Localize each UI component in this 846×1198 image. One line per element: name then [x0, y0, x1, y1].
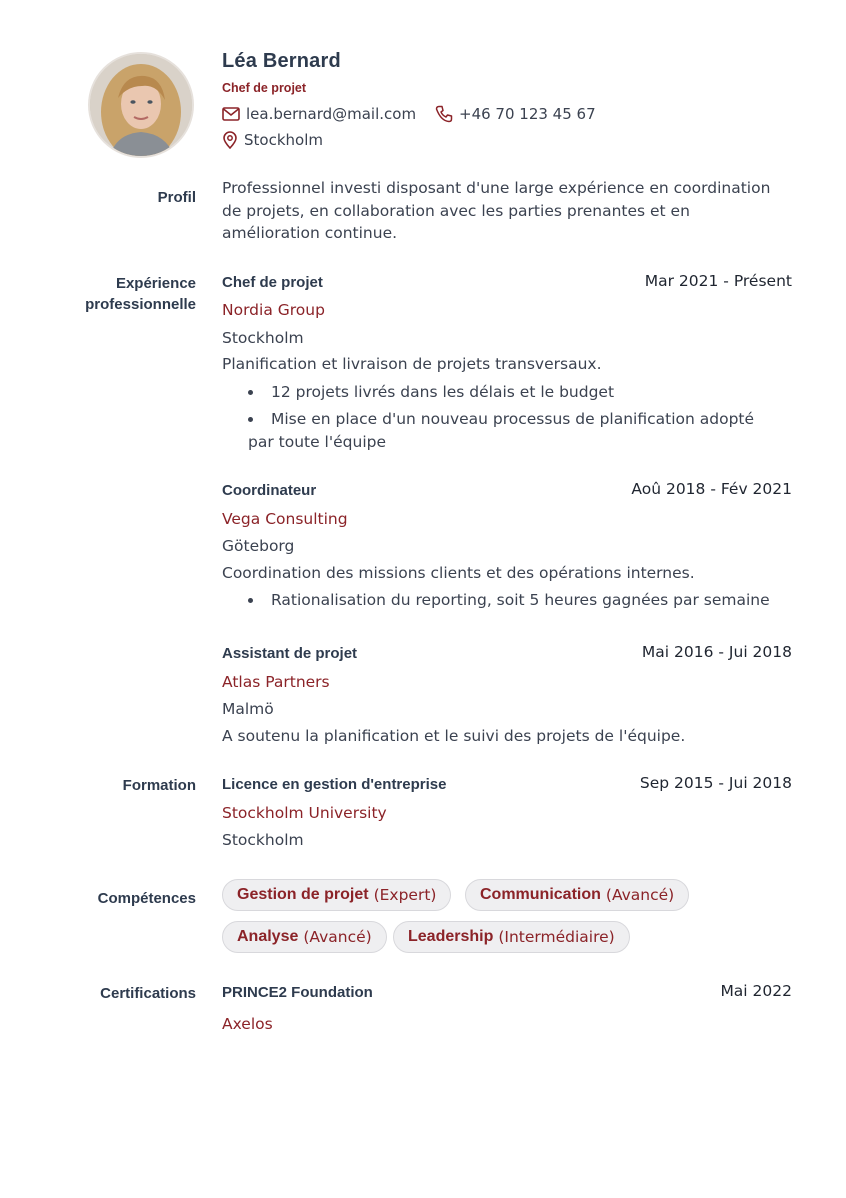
job-company: Atlas Partners	[222, 673, 330, 691]
location-pin-icon	[222, 131, 238, 149]
skill-chip	[222, 879, 451, 911]
certification-issuer: Axelos	[222, 1015, 273, 1033]
skill-level: (Intermédiaire)	[498, 928, 615, 946]
section-label-experience-line1: Expérience	[115, 275, 196, 292]
job-company: Vega Consulting	[222, 510, 348, 528]
phone-contact[interactable]	[435, 105, 596, 123]
education-location: Stockholm	[222, 831, 304, 849]
job-dates: Mai 2016 - Jui 2018	[641, 643, 792, 661]
job-title: Coordinateur	[222, 482, 317, 499]
job-location: Göteborg	[222, 537, 295, 555]
skill-name: Gestion de projet	[237, 886, 369, 903]
candidate-role: Chef de projet	[222, 81, 307, 95]
email-text: lea.bernard@mail.com	[246, 105, 417, 123]
email-contact[interactable]	[222, 105, 416, 123]
skill-chip	[465, 879, 689, 911]
bullet-text: Mise en place d'un nouveau processus de planification adopté par toute l'équipe	[248, 410, 755, 451]
job-title: Assistant de projet	[222, 645, 358, 662]
bullet-dot	[248, 390, 253, 395]
certification-name: PRINCE2 Foundation	[222, 984, 373, 1001]
skill-level: (Avancé)	[605, 886, 675, 904]
section-label-certifications: Certifications	[100, 985, 196, 1002]
location-text: Stockholm	[244, 131, 323, 149]
phone-text: +46 70 123 45 67	[459, 105, 596, 123]
skill-level: (Avancé)	[303, 928, 372, 946]
skill-level: (Expert)	[373, 886, 437, 904]
section-label-competences: Compétences	[97, 890, 196, 907]
profile-photo	[88, 52, 194, 158]
education-dates: Sep 2015 - Jui 2018	[639, 774, 792, 792]
job-summary: A soutenu la planification et le suivi des projets de l'équipe.	[222, 727, 686, 745]
job-location: Malmö	[222, 700, 274, 718]
job-bullet	[248, 381, 778, 404]
skill-name: Communication	[480, 886, 601, 903]
job-bullet	[248, 408, 778, 454]
skill-name: Leadership	[408, 928, 494, 945]
job-dates: Mar 2021 - Présent	[644, 272, 792, 290]
job-summary: Planification et livraison de projets transversaux.	[222, 355, 602, 373]
section-label-experience-line2: professionnelle	[85, 296, 196, 313]
mail-icon	[222, 107, 240, 121]
job-company: Nordia Group	[222, 301, 325, 319]
phone-icon	[435, 105, 453, 123]
bullet-text: 12 projets livrés dans les délais et le budget	[271, 383, 615, 401]
job-dates: Aoû 2018 - Fév 2021	[631, 480, 792, 498]
section-label-experience	[85, 273, 196, 315]
job-summary: Coordination des missions clients et des opérations internes.	[222, 564, 695, 582]
candidate-name: Léa Bernard	[222, 50, 341, 72]
job-bullet	[248, 589, 778, 612]
certification-date: Mai 2022	[720, 982, 792, 1000]
location-contact	[222, 131, 323, 149]
section-label-formation: Formation	[122, 777, 196, 794]
bullet-text: Rationalisation du reporting, soit 5 heures gagnées par semaine	[271, 591, 770, 609]
job-title: Chef de projet	[222, 274, 323, 291]
profile-summary: Professionnel investi disposant d'une large expérience en coordination de projets, en collaboration avec les parties prenantes et en amélioration continue.	[222, 179, 771, 242]
job-location: Stockholm	[222, 329, 304, 347]
education-school: Stockholm University	[222, 804, 387, 822]
education-degree: Licence en gestion d'entreprise	[222, 776, 447, 793]
bullet-dot	[248, 598, 253, 603]
skill-name: Analyse	[237, 928, 299, 945]
bullet-dot	[248, 417, 253, 422]
section-label-profil: Profil	[157, 189, 196, 206]
skill-chip	[222, 921, 387, 953]
skill-chip	[393, 921, 630, 953]
